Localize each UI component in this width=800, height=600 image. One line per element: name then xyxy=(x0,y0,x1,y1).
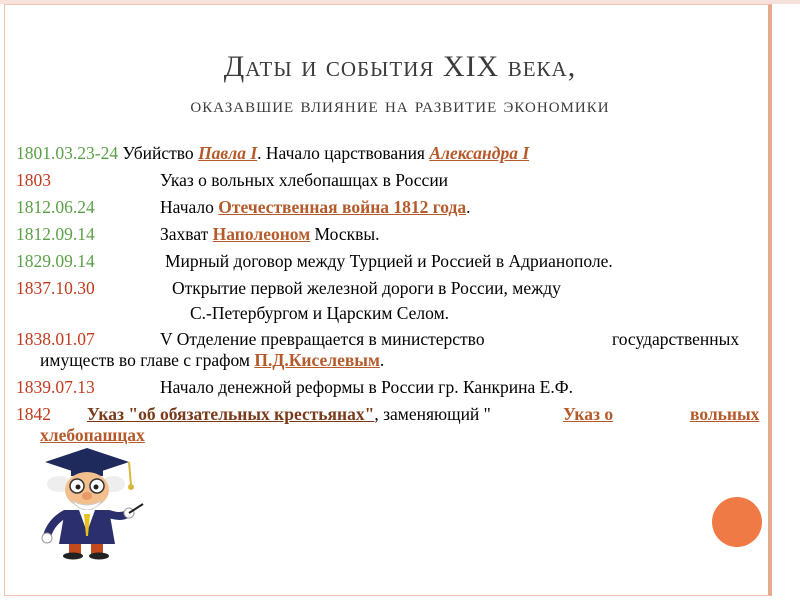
event-row xyxy=(16,278,95,298)
orange-circle-icon xyxy=(712,497,762,547)
professor-mascot-icon xyxy=(25,440,145,560)
event-date: 1839.07.13 xyxy=(16,377,95,397)
event-text: Указ о вольных хлебопашцах в России xyxy=(160,170,449,190)
event-row xyxy=(16,377,95,397)
link-ukaz-free[interactable]: хлебопашцах xyxy=(40,425,145,445)
link-pavel[interactable]: Павла I xyxy=(198,143,258,163)
event-row xyxy=(16,329,95,349)
event-text: . xyxy=(379,350,385,370)
link-ukaz-free[interactable]: вольных xyxy=(690,404,760,424)
event-date: 1838.01.07 xyxy=(16,329,95,349)
event-row xyxy=(16,251,95,271)
event-text: Начало xyxy=(160,197,219,217)
link-war-1812[interactable]: Отечественная война 1812 года xyxy=(218,197,467,217)
event-row xyxy=(16,170,51,190)
event-text-row xyxy=(563,404,613,424)
event-date: 1812.06.24 xyxy=(16,197,95,217)
event-text-row xyxy=(160,224,380,244)
link-kiselev[interactable]: П.Д.Киселевым xyxy=(254,350,380,370)
event-text: Открытие первой железной дороги в России, между xyxy=(172,278,561,298)
slide-title: Даты и события XIX века, xyxy=(223,50,577,83)
link-ukaz-obligated[interactable]: Указ "об обязательных крестьянах" xyxy=(87,404,375,424)
event-text: Убийство xyxy=(122,143,199,163)
slide-subtitle: оказавшие влияние на развитие экономики xyxy=(190,93,610,117)
event-text: государственных xyxy=(612,329,740,349)
event-date: 1842 xyxy=(16,404,51,424)
link-alexander[interactable]: Александра I xyxy=(429,143,530,163)
event-row xyxy=(16,143,529,163)
event-text: V Отделение превращается в министерство xyxy=(160,329,485,349)
event-date: 1803 xyxy=(16,170,51,190)
event-date: 1812.09.14 xyxy=(16,224,95,244)
link-ukaz-free[interactable]: Указ о xyxy=(563,404,614,424)
event-date: 1837.10.30 xyxy=(16,278,95,298)
event-date: 1801.03.23-24 xyxy=(16,143,119,163)
event-text-row xyxy=(160,197,471,217)
event-text: Начало денежной реформы в России гр. Канкрина Е.Ф. xyxy=(160,377,573,397)
link-napoleon[interactable]: Наполеоном xyxy=(212,224,311,244)
event-row xyxy=(16,224,95,244)
event-text: Захват xyxy=(160,224,213,244)
event-text-row xyxy=(87,404,491,424)
event-text: имуществ во главе с графом xyxy=(40,350,255,370)
event-date: 1829.09.14 xyxy=(16,251,95,271)
event-text-cont: С.-Петербургом и Царским Селом. xyxy=(190,303,450,323)
event-text: Москвы. xyxy=(310,224,380,244)
event-text: , заменяющий " xyxy=(374,404,491,424)
event-text: Мирный договор между Турцией и Россией в Адрианополе. xyxy=(165,251,613,271)
event-row xyxy=(16,404,51,424)
event-text-row xyxy=(690,404,759,424)
event-text: . Начало царствования xyxy=(257,143,430,163)
event-row xyxy=(16,197,95,217)
event-text: . xyxy=(466,197,471,217)
event-text-cont xyxy=(40,350,384,370)
